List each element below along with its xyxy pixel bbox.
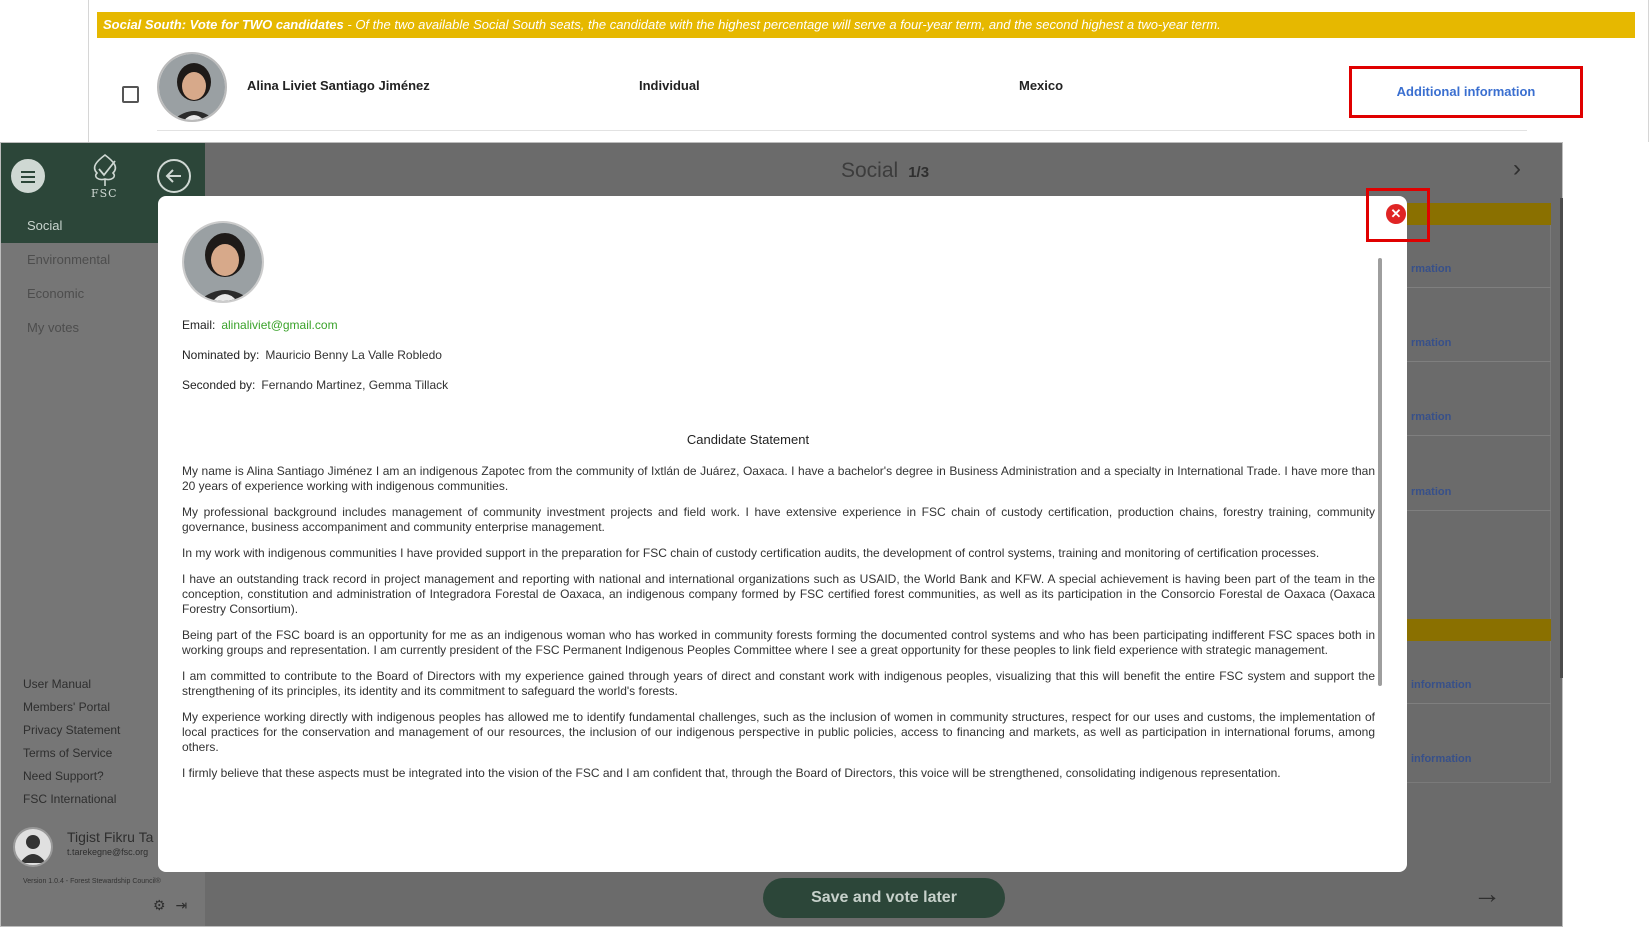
modal-scrollbar[interactable] xyxy=(1378,258,1382,686)
page-indicator: 1/3 xyxy=(908,164,930,181)
link-privacy-statement[interactable]: Privacy Statement xyxy=(23,723,121,737)
avatar xyxy=(13,827,53,867)
candidate-photo xyxy=(182,221,264,303)
row-divider xyxy=(1401,435,1551,436)
candidate-avatar xyxy=(157,52,227,122)
seconded-by-value: Fernando Martinez, Gemma Tillack xyxy=(261,378,449,392)
statement-paragraph: My experience working directly with indigenous peoples has allowed me to identify fundamental challenges, such as the inclusion of women in community structures, respect for our uses and customs, the implementation of local practices for the conservation and management of our resources, the inclusion of our indigenous perspective in public policies, access to financing and markets, as well as participation in international forums, among others. xyxy=(182,710,1375,754)
close-icon[interactable]: ✕ xyxy=(1386,204,1406,224)
page-scrollbar[interactable] xyxy=(1560,198,1563,678)
seconded-by-label: Seconded by: xyxy=(182,378,256,392)
logout-icon[interactable]: ⇥ xyxy=(175,897,188,913)
fsc-logo-text: FSC xyxy=(91,187,118,200)
back-button[interactable] xyxy=(157,159,191,193)
tree-check-icon xyxy=(83,151,127,187)
sidebar-item-my-votes[interactable]: My votes xyxy=(27,320,80,335)
link-user-manual[interactable]: User Manual xyxy=(23,677,92,691)
sidebar-item-economic[interactable]: Economic xyxy=(27,286,85,301)
statement-paragraph: My name is Alina Santiago Jiménez I am an indigenous Zapotec from the community of Ixtlán de Juárez, Oaxaca. I have a bachelor's degree in Business Administration and a specialty in International Trade. I have more than 20 years of experience working with indigenous communities. xyxy=(182,464,1375,493)
nominated-by-value: Mauricio Benny La Valle Robledo xyxy=(265,348,442,362)
banner-description: - Of the two available Social South seats, the candidate with the highest percentage will serve a four-year term, and the second highest a two-year term. xyxy=(343,17,1221,32)
statement-paragraph: In my work with indigenous communities I have provided support in the preparation for FSC chain of custody certification audits, the development of control systems, training and monitoring of certification processes. xyxy=(182,546,1320,560)
link-fsc-international[interactable]: FSC International xyxy=(23,792,117,806)
candidate-country: Mexico xyxy=(1019,78,1064,93)
banner-title: Social South: Vote for TWO candidates xyxy=(103,17,344,32)
statement-paragraph: Being part of the FSC board is an opportunity for me as an indigenous woman who has worked in community forests forming the documented control systems and who has been participating indifferent FSC spaces both in working groups and representation. I am currently president of the FSC Permanent Indigenous Peoples Committee where I see a great opportunity for these peoples to link field experience with strategic management. xyxy=(182,628,1375,657)
statement-title: Candidate Statement xyxy=(686,432,810,447)
vote-checkbox[interactable] xyxy=(122,86,139,103)
sidebar-item-social[interactable]: Social xyxy=(1,209,205,243)
row-divider xyxy=(1401,361,1551,362)
voting-page-crop xyxy=(88,0,1649,142)
sidebar-links xyxy=(23,673,120,811)
nominated-by-field xyxy=(182,348,442,362)
statement-paragraph: I have an outstanding track record in project management and reporting with national and international organizations such as USAID, the World Bank and KFW. A special achievement is having been part of the team in the conception, constitution and administration of Integradora Forestal de Oaxaca, an indigenous company formed by FSC certified forest communities, as well as its participation in the Consorcio Forestal de Oaxaca (Oaxaca Forestry Consortium). xyxy=(182,572,1375,616)
row-divider xyxy=(157,130,1527,131)
candidate-name: Alina Liviet Santiago Jiménez xyxy=(247,78,430,93)
background-link: information xyxy=(1411,753,1472,765)
candidate-detail-modal xyxy=(158,196,1407,872)
fsc-logo xyxy=(83,151,127,201)
email-label: Email: xyxy=(182,318,216,332)
statement-paragraph: I am committed to contribute to the Board of Directors with my experience gained through years of direct and constant work with indigenous peoples, visualizing that this will benefit the entire FSC system and support the strengthening of its principles, its identity and its commitment to safeguard the world's forests. xyxy=(182,669,1375,698)
save-and-vote-later-button[interactable]: Save and vote later xyxy=(763,878,1005,918)
person-photo-icon xyxy=(184,223,264,303)
row-divider xyxy=(1401,510,1551,511)
email-field xyxy=(182,318,338,332)
sidebar-item-environmental[interactable]: Environmental xyxy=(27,252,111,267)
user-name: Tigist Fikru Ta xyxy=(67,829,154,845)
category-banner xyxy=(97,12,1635,38)
statement-paragraph: I firmly believe that these aspects must be integrated into the vision of the FSC and I am confident that, through the Board of Directors, this voice will be strengthened, consolidating indigenous representation. xyxy=(182,766,1281,780)
arrow-right-icon[interactable]: → xyxy=(1473,878,1501,909)
gear-icon[interactable]: ⚙ xyxy=(153,897,166,913)
person-photo-icon xyxy=(159,54,227,122)
nominated-by-label: Nominated by: xyxy=(182,348,260,362)
background-link: rmation xyxy=(1411,486,1452,498)
link-need-support[interactable]: Need Support? xyxy=(23,769,104,783)
user-icon xyxy=(15,829,51,865)
page-title xyxy=(841,159,929,183)
seconded-by-field xyxy=(182,378,448,392)
user-email: t.tarekegne@fsc.org xyxy=(67,847,149,857)
background-link: rmation xyxy=(1411,263,1452,275)
additional-information-link[interactable]: Additional information xyxy=(1349,66,1583,118)
link-members-portal[interactable]: Members' Portal xyxy=(23,700,110,714)
sidebar-tools xyxy=(153,897,187,914)
candidate-type: Individual xyxy=(639,78,700,93)
candidate-row xyxy=(97,44,1635,134)
background-link: rmation xyxy=(1411,411,1452,423)
row-divider xyxy=(1401,287,1551,288)
statement-paragraph: My professional background includes management of community investment projects and field work. I have extensive experience in FSC chain of custody certification, production chains, forestry training, community governance, business accompaniment and community enterprise management. xyxy=(182,505,1375,534)
version-text: Version 1.0.4 - Forest Stewardship Council® xyxy=(23,878,161,885)
chevron-right-icon[interactable]: › xyxy=(1513,155,1521,182)
candidate-statement xyxy=(182,464,1375,839)
arrow-left-icon xyxy=(163,165,185,187)
background-link: rmation xyxy=(1411,337,1452,349)
link-terms-of-service[interactable]: Terms of Service xyxy=(23,746,113,760)
email-link[interactable]: alinaliviet@gmail.com xyxy=(221,318,338,332)
row-divider xyxy=(1401,703,1551,704)
menu-icon[interactable] xyxy=(11,159,45,193)
background-link: information xyxy=(1411,679,1472,691)
section-title: Social xyxy=(841,159,899,182)
